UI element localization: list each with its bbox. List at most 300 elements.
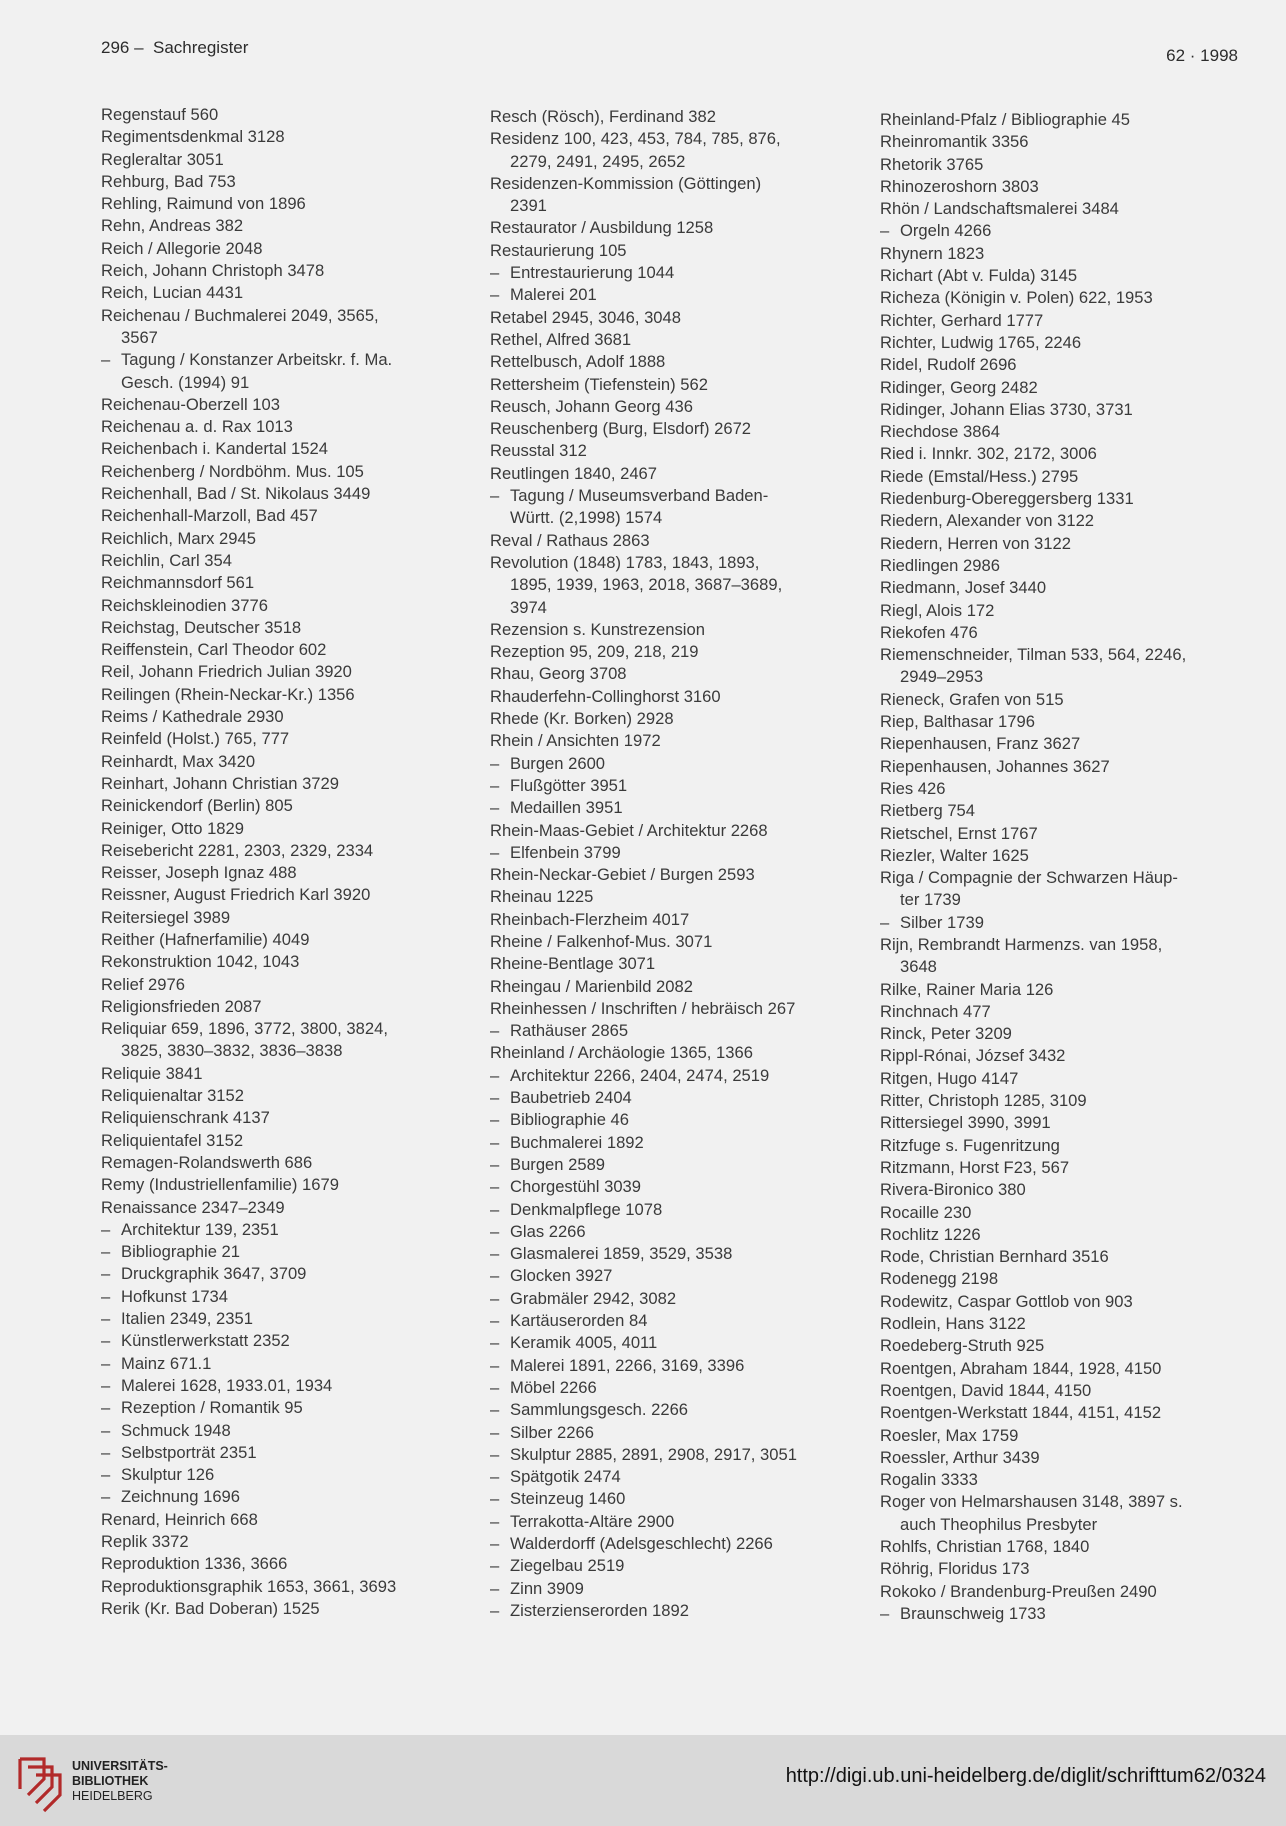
index-entry-text: Rehn, Andreas 382: [101, 216, 244, 236]
index-entry-line: [101, 684, 496, 706]
index-entry-line: [880, 1157, 1275, 1179]
index-entry-text: Künstlerwerkstatt 2352: [121, 1331, 290, 1351]
index-entry-text: Riepenhausen, Franz 3627: [880, 734, 1081, 754]
index-entry: [101, 907, 496, 929]
index-subentry: [490, 1109, 885, 1131]
index-entry-text: Restaurator / Ausbildung 1258: [490, 218, 714, 238]
index-entry-continuation: 3648: [900, 957, 937, 977]
index-entry: [880, 1425, 1275, 1447]
subentry-dash: –: [490, 1355, 500, 1375]
index-entry-text: Rettersheim (Tiefenstein) 562: [490, 374, 708, 394]
index-entry-line: [490, 1355, 885, 1377]
index-entry: [490, 864, 885, 886]
index-entry-line: [880, 1313, 1275, 1335]
subentry-dash: –: [490, 1511, 500, 1531]
index-subentry: [490, 1444, 885, 1466]
index-subentry: [101, 1286, 496, 1308]
index-entry-line: [490, 931, 885, 953]
subentry-dash: –: [490, 1199, 500, 1219]
index-entry-text: Ritzfuge s. Fugenritzung: [880, 1135, 1060, 1155]
index-entry-line: [880, 109, 1275, 131]
index-entry-line: [490, 351, 885, 373]
index-entry-line: [880, 600, 1275, 622]
index-entry: [880, 1001, 1275, 1023]
index-entry-text: Tagung / Konstanzer Arbeitskr. f. Ma.: [121, 350, 393, 370]
index-entry: [101, 706, 496, 728]
subentry-dash: –: [490, 1377, 500, 1397]
index-entry-text: Reich, Lucian 4431: [101, 283, 244, 303]
index-subentry: [101, 1397, 496, 1419]
subentry-dash: –: [490, 285, 500, 305]
subentry-dash: –: [490, 1422, 500, 1442]
index-entry-text: Rheinhessen / Inschriften / hebräisch 267: [490, 998, 796, 1018]
index-entry-text: Reusch, Johann Georg 436: [490, 396, 693, 416]
index-entry-line: [490, 374, 885, 396]
index-entry-line: [880, 644, 1275, 666]
index-entry: [880, 154, 1275, 176]
index-entry-line: [490, 1042, 885, 1064]
index-entry-line: [101, 349, 496, 371]
index-entry: [880, 243, 1275, 265]
subentry-dash: –: [101, 1264, 111, 1284]
index-entry-line: [490, 1466, 885, 1488]
index-entry-line: [880, 711, 1275, 733]
index-entry-text: Zinn 3909: [510, 1578, 584, 1598]
index-entry-text: Rethel, Alfred 3681: [490, 329, 632, 349]
index-entry-text: Rinck, Peter 3209: [880, 1024, 1012, 1044]
index-entry-text: Glas 2266: [510, 1221, 586, 1241]
index-entry-line: [880, 154, 1275, 176]
index-entry-text: Rohlfs, Christian 1768, 1840: [880, 1537, 1090, 1556]
subentry-dash: –: [101, 1375, 111, 1395]
index-entry-text: Ridinger, Georg 2482: [880, 377, 1038, 397]
index-entry: [101, 1107, 496, 1129]
index-subentry: [880, 912, 1275, 934]
index-entry-text: Renard, Heinrich 668: [101, 1509, 258, 1529]
index-entry-line: [101, 996, 496, 1018]
index-entry: [880, 443, 1275, 465]
index-entry-text: Ritter, Christoph 1285, 3109: [880, 1091, 1087, 1111]
index-subentry: [490, 753, 885, 775]
index-entry-line: [880, 778, 1275, 800]
index-entry: [880, 1558, 1275, 1580]
index-entry-text: Riepenhausen, Johannes 3627: [880, 756, 1110, 776]
index-entry-line: [101, 238, 496, 260]
subentry-dash: –: [490, 1065, 500, 1085]
index-entry: [101, 728, 496, 750]
index-entry-text: Architektur 139, 2351: [121, 1219, 279, 1239]
index-entry: [880, 622, 1275, 644]
index-entry: [490, 619, 885, 641]
index-entry-text: Silber 2266: [510, 1422, 594, 1442]
index-entry-text: Rochlitz 1226: [880, 1224, 981, 1244]
index-entry-line: [880, 1335, 1275, 1357]
index-entry-text: Reichlin, Carl 354: [101, 550, 232, 570]
index-entry-text: Rezension s. Kunstrezension: [490, 619, 705, 639]
index-entry-line: [101, 1353, 496, 1375]
index-subentry: [490, 842, 885, 864]
index-entry-line: [490, 128, 885, 150]
index-subentry: [490, 1533, 885, 1555]
index-subentry: [490, 1511, 885, 1533]
subentry-dash: –: [880, 1603, 890, 1623]
index-entry-line: [490, 730, 885, 752]
index-entry: [490, 686, 885, 708]
index-entry-text: Möbel 2266: [510, 1377, 597, 1397]
index-entry-text: Medaillen 3951: [510, 798, 623, 818]
index-subentry: [490, 1310, 885, 1332]
subentry-dash: –: [490, 263, 500, 283]
index-entry-line: [490, 329, 885, 351]
index-entry-text: Druckgraphik 3647, 3709: [121, 1264, 307, 1284]
subentry-dash: –: [490, 1556, 500, 1576]
index-entry-line: [880, 867, 1275, 889]
index-entry: [880, 1358, 1275, 1380]
index-entry-text: Rokoko / Brandenburg-Preußen 2490: [880, 1581, 1157, 1601]
index-entry-text: Remy (Industriellenfamilie) 1679: [101, 1175, 339, 1195]
index-entry-text: Denkmalpflege 1078: [510, 1199, 663, 1219]
subentry-dash: –: [880, 912, 890, 932]
index-entry-text: Richter, Gerhard 1777: [880, 310, 1044, 330]
index-entry-text: Malerei 1628, 1933.01, 1934: [121, 1375, 333, 1395]
index-subentry: [490, 1221, 885, 1243]
index-entry-line: [490, 1243, 885, 1265]
index-entry-line: [880, 756, 1275, 778]
index-entry-line: [880, 443, 1275, 465]
index-subentry: [490, 1065, 885, 1087]
index-entry-line: [880, 1202, 1275, 1224]
index-entry-text: Reinfeld (Holst.) 765, 777: [101, 729, 290, 749]
index-entry: [880, 287, 1275, 309]
index-entry-text: Rode, Christian Bernhard 3516: [880, 1247, 1109, 1267]
index-entry-text: Reliquie 3841: [101, 1063, 203, 1083]
index-entry: [490, 1042, 885, 1064]
index-entry-text: Rhynern 1823: [880, 243, 985, 263]
index-entry: [101, 505, 496, 527]
index-entry: [101, 550, 496, 572]
index-entry-line: [490, 463, 885, 485]
index-entry-text: Reproduktionsgraphik 1653, 3661, 3693: [101, 1576, 397, 1596]
index-entry-text: Zisterzienserorden 1892: [510, 1600, 689, 1620]
index-entry: [880, 1536, 1275, 1558]
index-entry-text: Religionsfrieden 2087: [101, 996, 262, 1016]
index-entry-line: [101, 1375, 496, 1397]
index-entry: [880, 131, 1275, 153]
index-entry: [880, 1224, 1275, 1246]
index-entry-line: [880, 243, 1275, 265]
index-entry-text: Buchmalerei 1892: [510, 1132, 644, 1152]
index-entry: [880, 310, 1275, 332]
index-entry: [101, 951, 496, 973]
index-entry-line: [101, 1442, 496, 1464]
index-entry-line: [880, 733, 1275, 755]
index-entry: [101, 171, 496, 193]
index-entry-text: Ziegelbau 2519: [510, 1556, 625, 1576]
index-entry: [101, 617, 496, 639]
index-entry-line: [101, 1598, 496, 1620]
index-entry-line: [880, 220, 1275, 242]
index-entry: [880, 689, 1275, 711]
index-entry-text: Braunschweig 1733: [900, 1603, 1046, 1623]
index-entry-line: [880, 466, 1275, 488]
index-entry-line: [101, 929, 496, 951]
index-entry-line: [490, 641, 885, 663]
index-entry-text: Riedenburg-Obereggersberg 1331: [880, 489, 1134, 509]
index-entry: [490, 998, 885, 1020]
index-entry-text: Ridel, Rudolf 2696: [880, 355, 1017, 375]
index-entry-line: [101, 550, 496, 572]
index-entry-line: [490, 1154, 885, 1176]
index-subentry: [880, 220, 1275, 242]
index-entry-line: [490, 1132, 885, 1154]
index-entry: [101, 751, 496, 773]
index-entry-line: [490, 552, 885, 574]
subentry-dash: –: [490, 1266, 500, 1286]
index-entry-text: Richter, Ludwig 1765, 2246: [880, 332, 1082, 352]
index-entry: [490, 953, 885, 975]
index-entry-line: [880, 421, 1275, 443]
index-entry-text: Riechdose 3864: [880, 422, 1000, 442]
index-column-3: [880, 109, 1275, 1625]
index-entry-line: [880, 1246, 1275, 1268]
index-entry-line: [490, 240, 885, 262]
index-entry-line: [490, 1288, 885, 1310]
index-entry-text: Kartäuserorden 84: [510, 1311, 648, 1331]
index-entry: [880, 1179, 1275, 1201]
index-entry-text: Retabel 2945, 3046, 3048: [490, 307, 681, 327]
source-url-link[interactable]: http://digi.ub.uni-heidelberg.de/diglit/schrifttum62/0324: [785, 1765, 1266, 1787]
index-entry-line: [101, 126, 496, 148]
ub-heidelberg-logo-icon: [14, 1749, 70, 1813]
index-entry: [880, 421, 1275, 443]
index-entry-text: Riga / Compagnie der Schwarzen Häup-: [880, 868, 1178, 888]
index-subentry: [101, 1308, 496, 1330]
index-entry-line: [101, 483, 496, 505]
index-entry: [101, 149, 496, 171]
subentry-dash: –: [101, 1309, 111, 1329]
index-entry: [880, 577, 1275, 599]
subentry-dash: –: [490, 753, 500, 773]
index-entry-text: Röhrig, Floridus 173: [880, 1559, 1030, 1579]
subentry-dash: –: [490, 1244, 500, 1264]
index-entry-line: [490, 797, 885, 819]
index-entry-text: Rhauderfehn-Collinghorst 3160: [490, 686, 721, 706]
index-entry-text: Rodlein, Hans 3122: [880, 1314, 1026, 1334]
index-entry: [490, 396, 885, 418]
index-entry-text: Relief 2976: [101, 974, 185, 994]
index-entry-text: Ries 426: [880, 778, 946, 798]
index-entry-line: [880, 1402, 1275, 1424]
subentry-dash: –: [490, 1154, 500, 1174]
index-entry-line: [101, 907, 496, 929]
index-entry-text: Reliquiar 659, 1896, 3772, 3800, 3824,: [101, 1019, 388, 1039]
index-entry-text: Schmuck 1948: [121, 1420, 231, 1440]
index-entry-text: Riedmann, Josef 3440: [880, 578, 1047, 598]
index-subentry: [490, 775, 885, 797]
index-entry-line: [101, 149, 496, 171]
index-entry-line: [101, 104, 496, 126]
index-entry-text: Flußgötter 3951: [510, 775, 628, 795]
subentry-dash: –: [490, 1288, 500, 1308]
index-entry: [490, 976, 885, 998]
index-entry-text: Walderdorff (Adelsgeschlecht) 2266: [510, 1534, 773, 1553]
index-entry-line: [880, 555, 1275, 577]
index-entry-line: [101, 528, 496, 550]
index-subentry: [490, 262, 885, 284]
index-entry-text: Reproduktion 1336, 3666: [101, 1554, 288, 1574]
index-entry-line: [880, 265, 1275, 287]
index-entry-line: [880, 510, 1275, 532]
index-entry-text: Riezler, Walter 1625: [880, 845, 1029, 865]
index-entry-line: [880, 488, 1275, 510]
index-entry-line: [490, 1533, 885, 1555]
subentry-dash: –: [101, 1331, 111, 1351]
index-entry-text: Ritgen, Hugo 4147: [880, 1068, 1019, 1088]
index-entry-line: [880, 1023, 1275, 1045]
subentry-dash: –: [101, 1242, 111, 1262]
index-entry-line: [880, 533, 1275, 555]
index-entry-text: Rheinland-Pfalz / Bibliographie 45: [880, 110, 1130, 129]
library-name: [72, 1759, 168, 1804]
index-entry-text: Steinzeug 1460: [510, 1489, 626, 1509]
index-entry-continuation: ter 1739: [900, 890, 961, 910]
index-entry: [880, 756, 1275, 778]
index-entry: [880, 1268, 1275, 1290]
index-entry-text: Terrakotta-Altäre 2900: [510, 1511, 675, 1531]
index-entry-line: [880, 399, 1275, 421]
subentry-dash: –: [101, 1398, 111, 1418]
index-entry-text: Reissner, August Friedrich Karl 3920: [101, 885, 371, 905]
index-entry-line: [101, 1397, 496, 1419]
subentry-dash: –: [490, 1534, 500, 1553]
index-entry-text: Rehburg, Bad 753: [101, 171, 236, 191]
index-entry: [880, 845, 1275, 867]
index-entry: [101, 974, 496, 996]
index-subentry: [490, 1332, 885, 1354]
index-entry-text: Tagung / Museumsverband Baden-: [510, 486, 769, 506]
index-entry-line: [101, 840, 496, 862]
index-entry: [880, 1291, 1275, 1313]
index-entry-line: [880, 1469, 1275, 1491]
index-entry-text: Regimentsdenkmal 3128: [101, 127, 285, 147]
index-entry-text: Selbstporträt 2351: [121, 1442, 257, 1462]
index-entry: [490, 931, 885, 953]
index-entry-text: Mainz 671.1: [121, 1353, 212, 1373]
index-entry-line: [490, 976, 885, 998]
index-subentry: [101, 349, 496, 394]
index-entry-text: Roentgen, Abraham 1844, 1928, 4150: [880, 1358, 1162, 1378]
index-entry-text: Roessler, Arthur 3439: [880, 1447, 1040, 1467]
index-entry-text: Regenstauf 560: [101, 105, 219, 124]
index-entry-line: [101, 1486, 496, 1508]
index-entry-continuation: 1895, 1939, 1963, 2018, 3687–3689,: [510, 575, 783, 595]
index-entry-line: [880, 1491, 1275, 1513]
index-entry-line: [880, 912, 1275, 934]
index-entry-text: Replik 3372: [101, 1532, 189, 1551]
index-entry-text: Riekofen 476: [880, 622, 978, 642]
index-entry-continuation: Württ. (2,1998) 1574: [510, 508, 663, 528]
index-entry-line: [101, 305, 496, 327]
index-entry-text: Rodenegg 2198: [880, 1269, 999, 1289]
index-entry-text: Reinhart, Johann Christian 3729: [101, 773, 339, 793]
index-entry: [101, 595, 496, 617]
index-subentry: [490, 1422, 885, 1444]
index-entry: [490, 820, 885, 842]
index-entry-line: [880, 823, 1275, 845]
index-entry-text: Rietberg 754: [880, 801, 976, 821]
index-entry-line: [490, 1488, 885, 1510]
index-entry: [880, 1202, 1275, 1224]
subentry-dash: –: [490, 1578, 500, 1598]
subentry-dash: –: [490, 1311, 500, 1331]
index-entry-continuation: 2949–2953: [900, 667, 984, 687]
index-entry-continuation: 3567: [121, 327, 158, 347]
index-entry: [490, 128, 885, 173]
index-entry: [490, 351, 885, 373]
index-entry: [490, 240, 885, 262]
index-entry-text: Riep, Balthasar 1796: [880, 712, 1035, 732]
subentry-dash: –: [490, 1221, 500, 1241]
index-entry: [101, 1576, 496, 1598]
index-entry-line: [101, 1464, 496, 1486]
index-entry: [880, 644, 1275, 689]
index-entry-line: [880, 934, 1275, 956]
index-subentry: [490, 1600, 885, 1622]
index-entry-text: Riegl, Alois 172: [880, 600, 995, 620]
running-header-right: 62 · 1998: [1166, 46, 1238, 65]
index-entry-line: [490, 485, 885, 507]
index-entry-text: Entrestaurierung 1044: [510, 263, 675, 283]
index-subentry: [490, 1243, 885, 1265]
subentry-dash: –: [490, 798, 500, 818]
index-entry-text: Rezeption / Romantik 95: [121, 1398, 303, 1418]
index-entry: [880, 1581, 1275, 1603]
index-entry-text: Reinickendorf (Berlin) 805: [101, 796, 293, 816]
index-entry-text: Rhein-Maas-Gebiet / Architektur 2268: [490, 820, 768, 840]
index-entry-text: Resch (Rösch), Ferdinand 382: [490, 107, 716, 126]
index-entry: [101, 1130, 496, 1152]
index-entry: [880, 600, 1275, 622]
index-entry-line: [880, 176, 1275, 198]
index-entry-text: Ried i. Innkr. 302, 2172, 3006: [880, 444, 1097, 464]
index-entry: [101, 126, 496, 148]
index-entry: [101, 215, 496, 237]
index-entry-line: [880, 1179, 1275, 1201]
index-entry-line: [490, 1555, 885, 1577]
index-entry: [880, 265, 1275, 287]
subentry-dash: –: [101, 1353, 111, 1373]
index-entry: [880, 466, 1275, 488]
subentry-dash: –: [101, 1286, 111, 1306]
index-entry-text: Chorgestühl 3039: [510, 1177, 641, 1197]
index-entry-text: Reisser, Joseph Ignaz 488: [101, 863, 297, 883]
index-entry-text: Richeza (Königin v. Polen) 622, 1953: [880, 288, 1153, 308]
index-entry-line: [101, 1263, 496, 1285]
index-entry-text: Rogalin 3333: [880, 1470, 978, 1490]
index-entry: [490, 217, 885, 239]
index-entry-line: [101, 1085, 496, 1107]
index-entry: [880, 979, 1275, 1001]
index-entry-text: Rilke, Rainer Maria 126: [880, 979, 1054, 999]
subentry-dash: –: [490, 842, 500, 862]
index-subentry: [490, 1377, 885, 1399]
index-entry: [101, 1018, 496, 1063]
index-entry-line: [101, 862, 496, 884]
index-entry: [880, 1491, 1275, 1536]
index-entry: [880, 823, 1275, 845]
index-entry-text: Grabmäler 2942, 3082: [510, 1288, 677, 1308]
index-entry-text: Bibliographie 21: [121, 1242, 241, 1262]
